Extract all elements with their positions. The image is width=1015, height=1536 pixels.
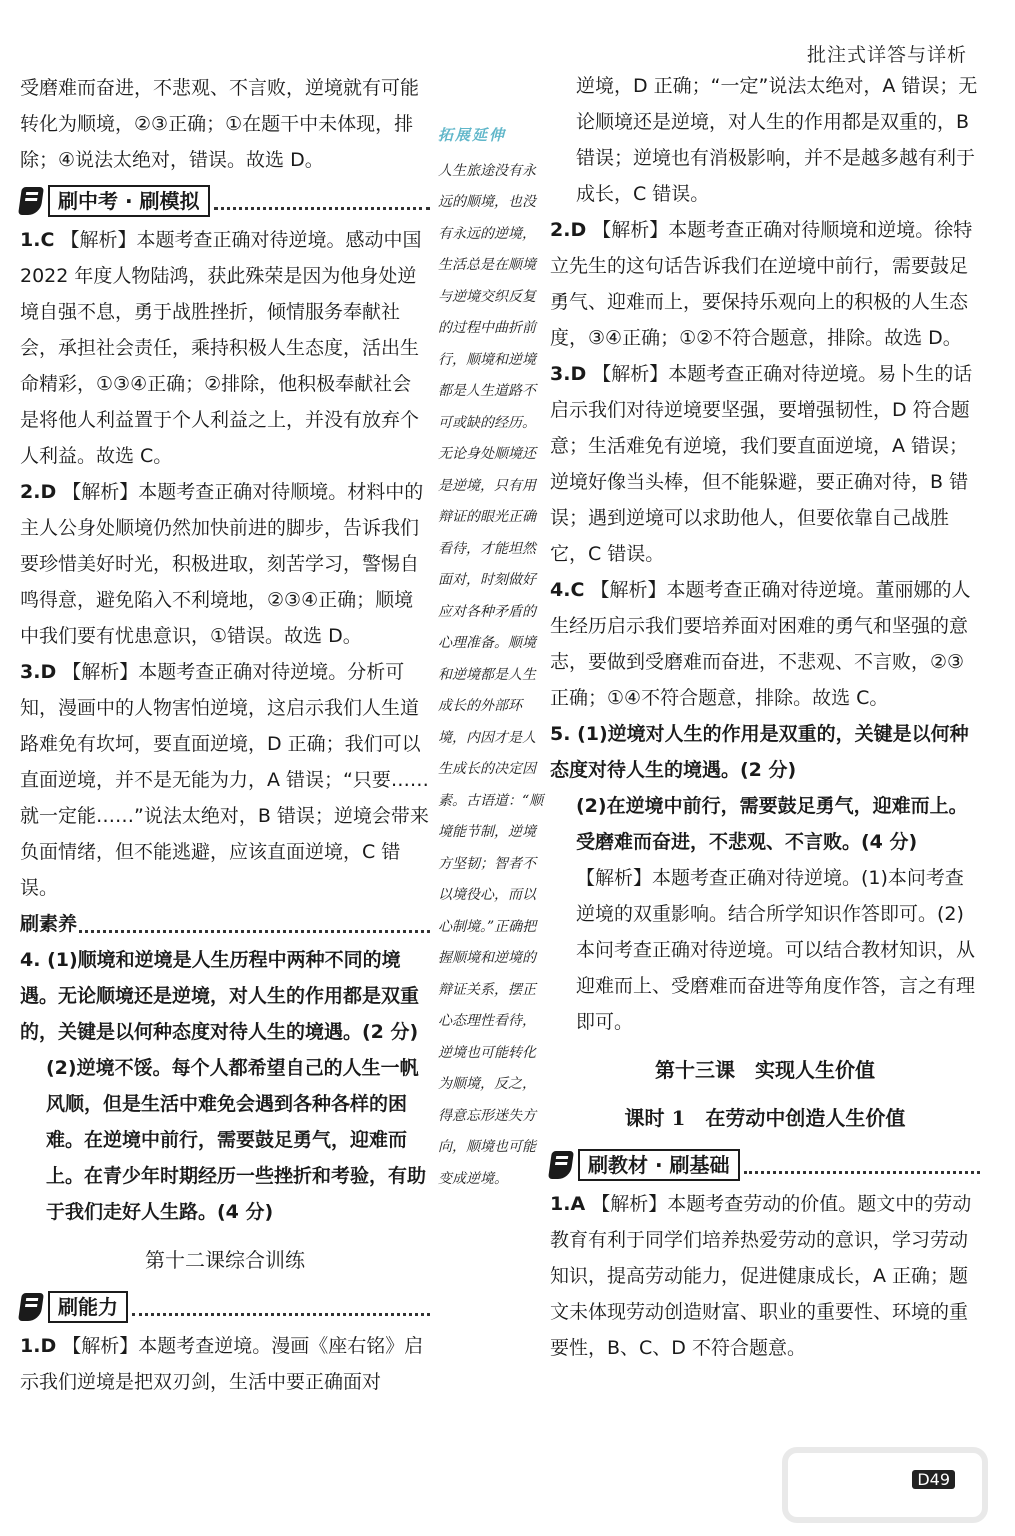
question-number: 3.D [20,661,57,683]
answer-item [550,716,980,788]
watermark-logo [775,1440,995,1530]
question-number: 5. [550,723,571,745]
question-number: 2.D [20,481,57,503]
lesson-title: 第十二课综合训练 [145,1248,305,1272]
answer-text: (1)顺境和逆境是人生历程中两种不同的境遇。无论顺境还是逆境，对人生的作用都是双重的，关键是以何种态度对待人生的境遇。(2 分) [20,949,420,1043]
answer-text: 【解析】本题考查正确对待逆境。易卜生的话启示我们对待逆境要坚强，要增强韧性，D 符合题意；生活难免有逆境，我们要直面逆境，A 错误；逆境好像当头棒，但不能躲避，要正确对待，B 错误；遇到逆境可以求助他人，但要依靠自己战胜它，C 错误。 [550,363,973,565]
answer-text: (2)在逆境中前行，需要鼓足勇气，迎难而上。受磨难而奋进，不悲观、不言败。(4 分) [576,795,968,853]
answer-item [20,654,430,906]
question-number: 4.C [550,579,585,601]
answer-item [550,356,980,572]
extension-sidebar [438,120,546,1195]
answer-item [20,942,430,1050]
brush-icon [18,187,44,215]
answer-text: 【解析】本题考查正确对待顺境和逆境。徐特立先生的这句话告诉我们在逆境中前行，需要鼓足勇气、迎难而上，要保持乐观向上的积极的人生态度，③④正确；①②不符合题意，排除。故选 D。 [550,219,973,349]
section-title: 刷能力 [48,1291,128,1323]
answer-item [20,474,430,654]
paragraph: 受磨难而奋进，不悲观、不言败，逆境就有可能转化为顺境，②③正确；①在题干中未体现，排除；④说法太绝对，错误。故选 D。 [20,77,420,171]
answer-item [550,572,980,716]
dotted-divider [214,193,430,210]
question-number: 1.D [20,1335,57,1357]
answer-text: 【解析】本题考查正确对待顺境。材料中的主人公身处顺境仍然加快前进的脚步，告诉我们要珍惜美好时光，积极进取，刻苦学习，警惕自鸣得意，避免陷入不利境地，②③④正确；顺境中我们要有忧患意识，①错误。故选 D。 [20,481,424,647]
section-title: 刷中考 · 刷模拟 [48,185,210,217]
answer-text: 【解析】本题考查正确对待逆境。分析可知，漫画中的人物害怕逆境，这启示我们人生道路难免有坎坷，要直面逆境，D 正确；我们可以直面逆境，并不是无能为力，A 错误；“只要……就一定能……”说法太绝对，B 错误；逆境会带来负面情绪，但不能逃避，应该直面逆境，C 错误。 [20,661,429,899]
question-number: 4. [20,949,41,971]
dotted-divider [132,1299,430,1316]
answer-text: (2)逆境不馁。每个人都希望自己的人生一帆风顺，但是生活中难免会遇到各种各样的困难。在逆境中前行，需要鼓足勇气，迎难而上。在青少年时期经历一些挫折和考验，有助于我们走好人生路。(4 分) [46,1057,427,1223]
question-number: 1.C [20,229,55,251]
section-title: 刷教材 · 刷基础 [578,1149,740,1181]
brush-icon [18,1293,44,1321]
lesson-title: 第十三课 实现人生价值 [655,1058,875,1082]
sidebar-title: 拓展延伸 [438,126,507,144]
right-column [550,68,980,1366]
answer-item [20,1328,430,1400]
question-number: 2.D [550,219,587,241]
section-header [20,906,430,942]
answer-text: 【解析】本题考查正确对待逆境。董丽娜的人生经历启示我们要培养面对困难的勇气和坚强的意志，要做到受磨难而奋进，不悲观、不言败，②③正确；①④不符合题意，排除。故选 C。 [550,579,971,709]
answer-item [550,212,980,356]
dotted-divider [79,916,430,933]
answer-text: (1)逆境对人生的作用是双重的，关键是以何种态度对待人生的境遇。(2 分) [550,723,969,781]
sidebar-text: 人生旅途没有永远的顺境，也没有永远的逆境，生活总是在顺境与逆境交织反复的过程中曲折前行，顺境和逆境都是人生道路不可或缺的经历。无论身处顺境还是逆境，只有用辩证的眼光正确看待，才能坦然面对，时刻做好应对各种矛盾的心理准备。顺境和逆境都是人生成长的外部环境，内因才是人生成长的决定因素。古语道：“顺境能节制，逆境方坚韧；智者不以境役心，而以心制境。”正确把握顺境和逆境的辩证关系，摆正心态理性看待，逆境也可能转化为顺境，反之，得意忘形迷失方向，顺境也可能变成逆境。 [438,162,544,1187]
period-title: 课时 1 在劳动中创造人生价值 [624,1106,906,1130]
page-header: 批注式详答与详析 [806,44,967,66]
question-number: 1.A [550,1193,586,1215]
answer-item [550,1186,980,1366]
answer-text: 【解析】本题考查劳动的价值。题文中的劳动教育有利于同学们培养热爱劳动的意识，学习劳动知识，提高劳动能力，促进健康成长，A 正确；题文未体现劳动创造财富、职业的重要性、环境的重要性，B、C、D 不符合题意。 [550,1193,972,1359]
answer-item [20,222,430,474]
section-header [20,1290,430,1324]
question-number: 3.D [550,363,587,385]
section-title: 刷素养 [20,913,78,935]
answer-text: 【解析】本题考查正确对待逆境。感动中国 2022 年度人物陆鸿，获此殊荣是因为他身处逆境自强不息，勇于战胜挫折，倾情服务奉献社会，承担社会责任，乘持积极人生态度，活出生命精彩，①③④正确；②排除，他积极奉献社会是将他人利益置于个人利益之上，并没有放弃个人利益。故选 C。 [20,229,422,467]
answer-text: 【解析】本题考查逆境。漫画《座右铭》启示我们逆境是把双刃剑，生活中要正确面对 [20,1335,424,1393]
brush-icon [548,1151,574,1179]
left-column [20,70,430,1400]
section-header [550,1148,980,1182]
page-number: D49 [912,1470,955,1489]
answer-text: 【解析】本题考查正确对待逆境。(1)本问考查逆境的双重影响。结合所学知识作答即可。(2)本问考查正确对待逆境。可以结合教材知识，从迎难而上、受磨难而奋进等角度作答，言之有理即可。 [576,867,976,1033]
section-header [20,184,430,218]
dotted-divider [744,1157,980,1174]
paragraph: 逆境，D 正确；“一定”说法太绝对，A 错误；无论顺境还是逆境，对人生的作用都是双重的，B 错误；逆境也有消极影响，并不是越多越有利于成长，C 错误。 [576,75,978,205]
